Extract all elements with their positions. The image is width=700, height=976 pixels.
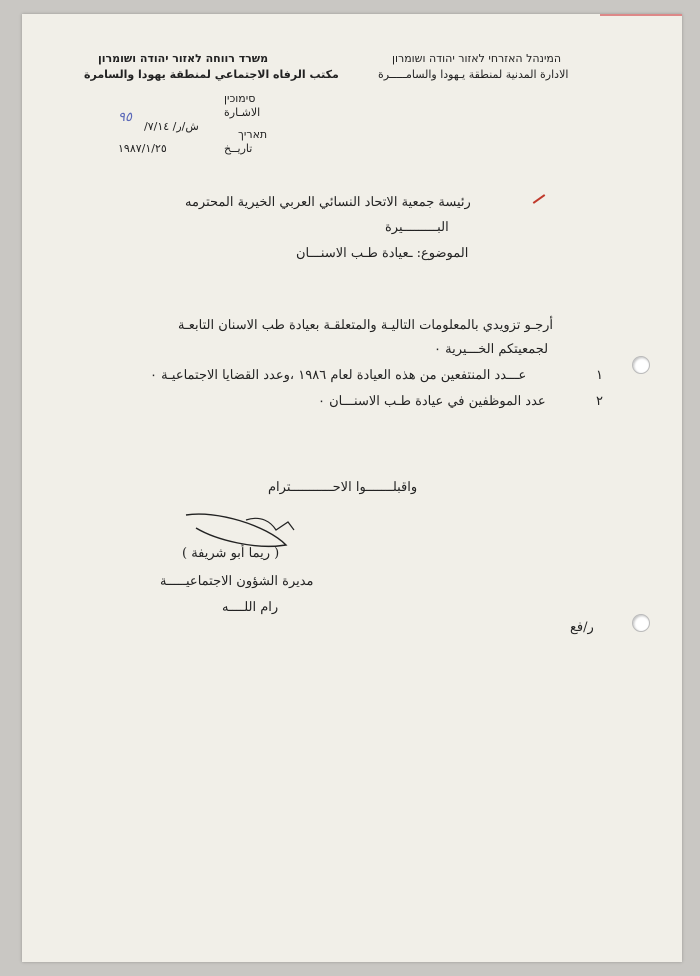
welfare-office-hebrew: משרד רווחה לאזור יהודה ושומרון (98, 52, 269, 65)
date-label-arabic: تاريــخ (224, 142, 253, 155)
signer-place: رام اللــــه (222, 600, 279, 615)
item2-text: عدد الموظفين في عيادة طـب الاسنـــان ٠ (318, 394, 546, 409)
item2-number: ٢ (596, 394, 603, 409)
punch-hole-bottom (632, 614, 650, 632)
body-line2: لجمعيتكم الخـــيرية ٠ (434, 342, 549, 357)
subject-line: الموضوع: ـعيادة طـب الاسنـــان (296, 246, 469, 261)
reference-value: ش/ر/ ٧/١٤/ (144, 120, 199, 133)
red-edge-mark (600, 14, 682, 16)
reference-handwritten-number: ٩٥ (118, 110, 132, 125)
date-label-hebrew: תאריך (238, 128, 268, 141)
punch-hole-top (632, 356, 650, 374)
signer-name: ( ريما أبو شريفة ) (182, 546, 280, 561)
addressee-line2: البـــــــــيرة (385, 220, 449, 235)
body-line1: أرجـو تزويدي بالمعلومات التاليـة والمتعلقـة بعيادة طب الاسنان التابعـة (178, 318, 554, 333)
initials: ر/فع (570, 620, 594, 635)
reference-label-arabic: الاشـارة (224, 106, 261, 119)
welfare-office-arabic: مكتب الرفاه الاجتماعي لمنطقة يهودا والسامرة (84, 68, 339, 81)
addressee-line1: رئيسة جمعية الاتحاد النسائي العربي الخيرية المحترمه (185, 195, 471, 210)
signer-title: مديرة الشؤون الاجتماعيـــــة (160, 574, 314, 589)
reference-label-hebrew: סימוכין (224, 92, 256, 105)
date-value: ١٩٨٧/١/٢٥ (118, 142, 167, 155)
civil-admin-hebrew: המינהל האזרחי לאזור יהודה ושומרון (392, 52, 562, 65)
item1-text: عـــدد المنتفعين من هذه العيادة لعام ١٩٨٦ ،وعدد القضايا الاجتماعيـة ٠ (150, 368, 527, 383)
closing-line: واقبلـــــــوا الاحـــــــــــترام (268, 480, 418, 495)
item1-number: ١ (596, 368, 603, 383)
civil-admin-arabic: الادارة المدنية لمنطقة يـهودا والسامـــــرة (378, 68, 569, 81)
